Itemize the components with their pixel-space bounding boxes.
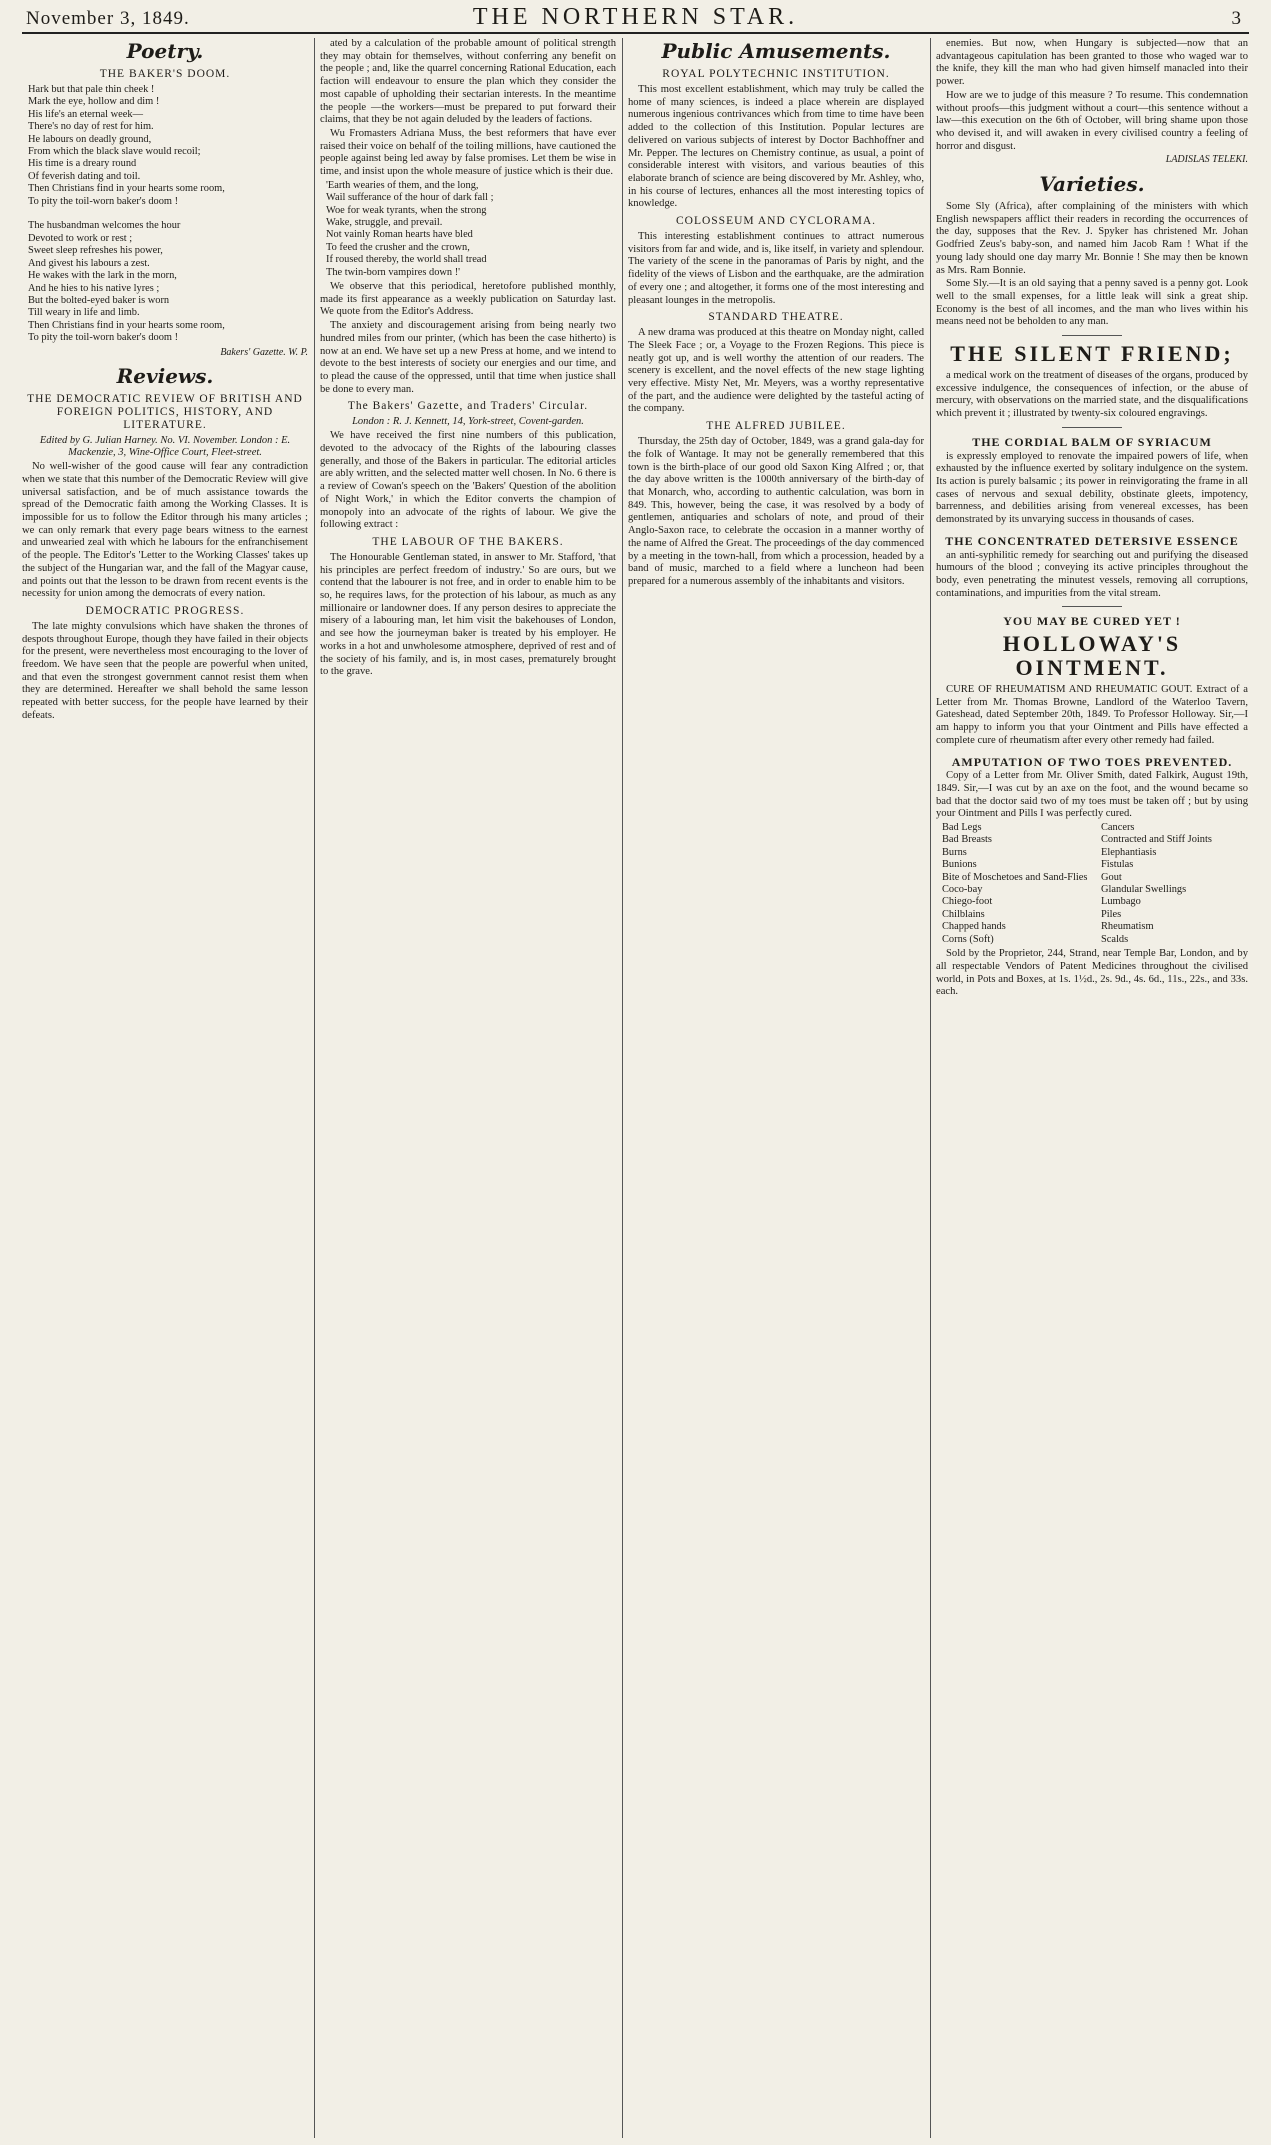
section-heading-amusements: Public Amusements. [661,39,891,63]
article-signature: LADISLAS TELEKI. [1165,154,1248,166]
ailment-list-right: Cancers Contracted and Stiff Joints Elephantiasis Fistulas Gout Glandular Swellings Lumbago Piles Rheumatism Scalds [1101,822,1212,945]
quoted-verse: 'Earth wearies of them, and the long, Wail sufferance of the hour of dark fall ; Woe for weak tyrants, when the strong Wake, struggle, and prevail. Not vainly Roman hearts have bled To feed the crusher and the crown, If roused thereby, the world shall tread The twin-born vampires down !' [326,179,494,278]
article-paragraph: We observe that this periodical, heretofore published monthly, made its first appearance as a weekly publication on Saturday last. We quote from the Editor's Address. [320,280,616,318]
section-heading-reviews: Reviews. [116,364,214,389]
poem-signature: Bakers' Gazette. W. P. [220,346,308,358]
issue-date: November 3, 1849. [26,8,190,29]
advert-body: is expressly employed to renovate the impaired powers of life, when exhausted by the influence exerted by solitary indulgence on the system. Its action is purely balsamic ; its power in reinvigorating the frame in all cases of nervous and sexual debility, obstinate gleets, impotency, barrenness, and debilities arising from venereal excesses, has been demonstrated by its unvarying success in thousands of cases. [936,450,1248,526]
column-4 [936,38,1248,2138]
masthead [22,4,1249,34]
advert-heading: HOLLOWAY'S OINTMENT. [1002,631,1182,681]
advert-body: a medical work on the treatment of diseases of the organs, produced by excessive indulgence, the consequences of infection, or the abuse of mercury, with observations on the married state, and the disqualifications which prevent it ; illustrated by twenty-six coloured engravings. [936,370,1248,420]
review-publisher: Edited by G. Julian Harney. No. VI. November. London : E. Mackenzie, 3, Wine-Office Court, Fleet-street. [39,435,291,459]
advert-heading: AMPUTATION OF TWO TOES PREVENTED. [951,754,1233,769]
section-heading-poetry: Poetry. [126,39,204,63]
page-number: 3 [1231,8,1241,29]
column-3 [628,38,924,2138]
article-paragraph: The anxiety and discouragement arising from being nearly two hundred miles from our printer, (which has been the case hitherto) is now at an end. We have set up a new Press at home, and we intend to devote to the best interests of society our energies and our time, and to plead the cause of the oppressed, until that time when justice shall be done to every man. [320,320,616,395]
review-paragraph: We have received the first nine numbers of this publication, devoted to the advocacy of the Rights of the labouring classes generally, and those of the Bakers in particular. The editorial articles are ably written, and the selected matter well chosen. In No. 6 there is a review of Cowan's speech on the 'Bakers' Question of the abolition of Night Work,' in which the Editor converts the champion of monopoly into an advocate of the rights of labour. We give the following extract : [320,430,616,531]
advert-heading: THE CONCENTRATED DETERSIVE ESSENCE [945,533,1239,548]
review-paragraph: No well-wisher of the good cause will fear any contradiction when we state that this number of the Democratic Review will give universal satisfaction, and be of much assistance towards the spread of the Democratic faith among the Working Classes. It is impossible for us to follow the Editor through his many articles ; we can only remark that every page bears witness to the earnest and unwearied zeal with which he labours for the enfranchisement of the people. The Editor's 'Letter to the Working Classes' takes up the subject of the Hungarian war, and the fall of the Magyar cause, and points out that the lesson to be drawn from recent events is the necessity for union among the democrats of every nation. [22,461,308,600]
article-paragraph: This most excellent establishment, which may truly be called the home of many sciences, is indeed a place wherein are displayed numerous ingenious contrivances which from time to time have been added to the collection of this Institution. Popular lectures are delivered on various subjects of interest by Doctor Bachhoffner and Mr. Pepper. The lectures on Chemistry continue, as usual, a point of considerable interest with visitors, and various beauties of this elaborate branch of science are being discovered by Mr. Ashley, who, in his course of lectures, enhances all the most interesting topics of knowledge. [628,84,924,210]
advert-body: Copy of a Letter from Mr. Oliver Smith, dated Falkirk, August 19th, 1849. Sir,—I was cut by an axe on the foot, and the wound became so bad that the doctor said two of my toes must be taken off ; but by using your Ointment and Pills I was perfectly cured. [936,770,1248,820]
advert-heading: THE SILENT FRIEND; [950,341,1234,367]
article-heading: THE ALFRED JUBILEE. [706,420,846,433]
article-heading: COLOSSEUM AND CYCLORAMA. [675,215,877,228]
column-rule [930,38,931,2138]
advert-heading: THE CORDIAL BALM OF SYRIACUM [972,434,1212,449]
article-paragraph: Wu Fromasters Adriana Muss, the best reformers that have ever raised their voice on behalf of the toiling millions, have cautioned the people against being led away by false promises. Let them be wise in time, and insist upon the whole measure of justice which is their due. [320,127,616,178]
article-paragraph: Some Sly (Africa), after complaining of the ministers with which English newspapers afflict their readers in recording the occurrences of the day, supposes that the Rev. J. Spyker has christened Mr. Johan Godfried Zeus's baby-son, and named him Jacob Ram ! What if the young lady should one day marry Mr. Bonnie ! She may then be known as Mrs. Ram Bonnie. [936,201,1248,276]
column-rule [622,38,623,2138]
poem-text: Hark but that pale thin cheek ! Mark the eye, hollow and dim ! His life's an eternal week— There's no day of rest for him. He labours on deadly ground, From which the black slave would recoil; His time is a dreary round Of feverish dating and toil. Then Christians find in your hearts some room, To pity the toil-worn baker's doom ! The husbandman welcomes the hour Devoted to work or rest ; Sweet sleep refreshes his power, And givest his labours a zest. He wakes with the lark in the morn, And he hies to his native lyres ; But the bolted-eyed baker is worn Till weary in life and limb. Then Christians find in your hearts some room, To pity the toil-worn baker's doom ! [28,84,225,344]
ailment-list [936,822,1248,948]
review-publisher: London : R. J. Kennett, 14, York-street, Covent-garden. [352,416,584,428]
column-1 [22,38,308,2138]
advert-body: an anti-syphilitic remedy for searching out and purifying the diseased humours of the blood ; conveying its active principles throughout the body, even penetrating the minutest vessels, removing all corruptions, contaminations, and impurities from the vital stream. [936,549,1248,599]
divider [1062,335,1122,336]
article-paragraph: Some Sly.—It is an old saying that a penny saved is a penny got. Look well to the small expenses, for a little leak will sink a great ship. Economy is the best of all incomes, and the man who lives within his means need not be beholden to any man. [936,278,1248,328]
ailment-list-left: Bad Legs Bad Breasts Burns Bunions Bite of Moschetoes and Sand-Flies Coco-bay Chiego-foot Chilblains Chapped hands Corns (Soft) [942,822,1088,945]
newspaper-title: THE NORTHERN STAR. [472,4,799,30]
article-paragraph: This interesting establishment continues to attract numerous visitors from far and wide, and is, like itself, in variety and splendour. The variety of the scene in the panoramas of Paris by night, and the fidelity of the views of Lisbon and the earthquake, are the admiration of every one ; and altogether, it forms one of the most interesting and pleasant lounges in the metropolis. [628,231,924,306]
article-paragraph: ated by a calculation of the probable amount of political strength they may obtain for themselves, without conferring any benefit on the people ; and, like the quarrel concerning Rational Education, each faction will endeavour to ensure the plan which they consider the most capable of upholding their sectarian interests. In the meantime the people —the workers—must be prepared to put forward their claims, that they be not again deluded by the leaders of factions. [320,38,616,126]
article-paragraph: The late mighty convulsions which have shaken the thrones of despots throughout Europe, though they have failed in their objects for the present, were nevertheless most encouraging to the lover of freedom. We have seen that the people are powerful when united, and that even the strongest government cannot resist them when they are determined. Hereafter we shall behold the same lesson repeated with better success, for the people have learned by their defeats. [22,620,308,721]
article-paragraph: How are we to judge of this measure ? To resume. This condemnation without proofs—this judgment without a court—this sentence without a law—this execution on the 6th of October, will bring shame upon those who devised it, and will awaken in every civilised country a feeling of horror and disgust. [936,89,1248,152]
article-paragraph: The Honourable Gentleman stated, in answer to Mr. Stafford, 'that his principles are perfect freedom of industry.' So are ours, but we contend that the labourer is not free, and in order to enable him to be so, he requires laws, for the protection of his labour, as much as any millionaire or landowner does. If any person desires to appreciate the misery of a labouring man, let him visit the bakehouses of London, and see how the journeyman baker is treated by his employer. He works in a hot and unwholesome atmosphere, deprived of rest and of the society of his family, and is, in most cases, prematurely brought to the grave. [320,551,616,678]
subheading-bakers-labour: THE LABOUR OF THE BAKERS. [372,535,564,548]
column-rule [314,38,315,2138]
article-paragraph: A new drama was produced at this theatre on Monday night, called The Sleek Face ; or, a Voyage to the Frozen Regions. This piece is neatly got up, and is well worthy the attention of our readers. The scenery is excellent, and the novel effects of the new stage lighting very effective. Misty Net, Mr. Meyers, was a worthy representative of the part, and the audience were delighted by the tasteful acting of the company. [628,327,924,415]
advert-heading: YOU MAY BE CURED YET ! [1003,614,1181,629]
review-title: The Bakers' Gazette, and Traders' Circular. [347,400,589,413]
article-heading: ROYAL POLYTECHNIC INSTITUTION. [662,68,890,80]
review-title: THE DEMOCRATIC REVIEW OF BRITISH AND FOREIGN POLITICS, HISTORY, AND LITERATURE. [27,393,303,432]
article-heading: STANDARD THEATRE. [708,311,844,324]
divider [1062,427,1122,428]
section-heading-varieties: Varieties. [1039,172,1145,197]
article-paragraph: Thursday, the 25th day of October, 1849, was a grand gala-day for the folk of Wantage. It may not be generally remembered that this town is the birth-place of our good old Saxon King Alfred ; or, that the day above written is the 1000th anniversary of the birth-day of that Monarch, who, according to authentic calculation, was born in 849. This, however, being the case, it was resolved by a body of gentlemen, antiquaries and scholars of note, and proud of their Anglo-Saxon race, to celebrate the occasion in a manner worthy of the name of Alfred the Great. The proceedings of the day commenced by a meeting in the town-hall, from which a procession, headed by a band of music, marched to a field where a luncheon had been prepared for a numerous assembly of the inhabitants and visitors. [628,436,924,587]
subheading-democratic-progress: DEMOCRATIC PROGRESS. [85,604,245,617]
column-2 [320,38,616,2138]
advert-body: Sold by the Proprietor, 244, Strand, near Temple Bar, London, and by all respectable Vendors of Patent Medicines throughout the civilised world, in Pots and Boxes, at 1s. 1½d., 2s. 9d., 4s. 6d., 11s., 22s., and 33s. each. [936,948,1248,998]
article-paragraph: enemies. But now, when Hungary is subjected—now that an advantageous capitulation has been granted to those who waged war to the knife, they kill the man who had given himself manacled into their power. [936,38,1248,88]
advert-body: CURE OF RHEUMATISM AND RHEUMATIC GOUT. Extract of a Letter from Mr. Thomas Browne, Landlord of the Waterloo Tavern, Gateshead, dated September 20th, 1849. To Professor Holloway. Sir,—I am happy to inform you that your Ointment and Pills have effected a complete cure of rheumatism after every other remedy had failed. [936,684,1248,746]
poem-title: THE BAKER'S DOOM. [99,68,231,80]
divider [1062,606,1122,607]
